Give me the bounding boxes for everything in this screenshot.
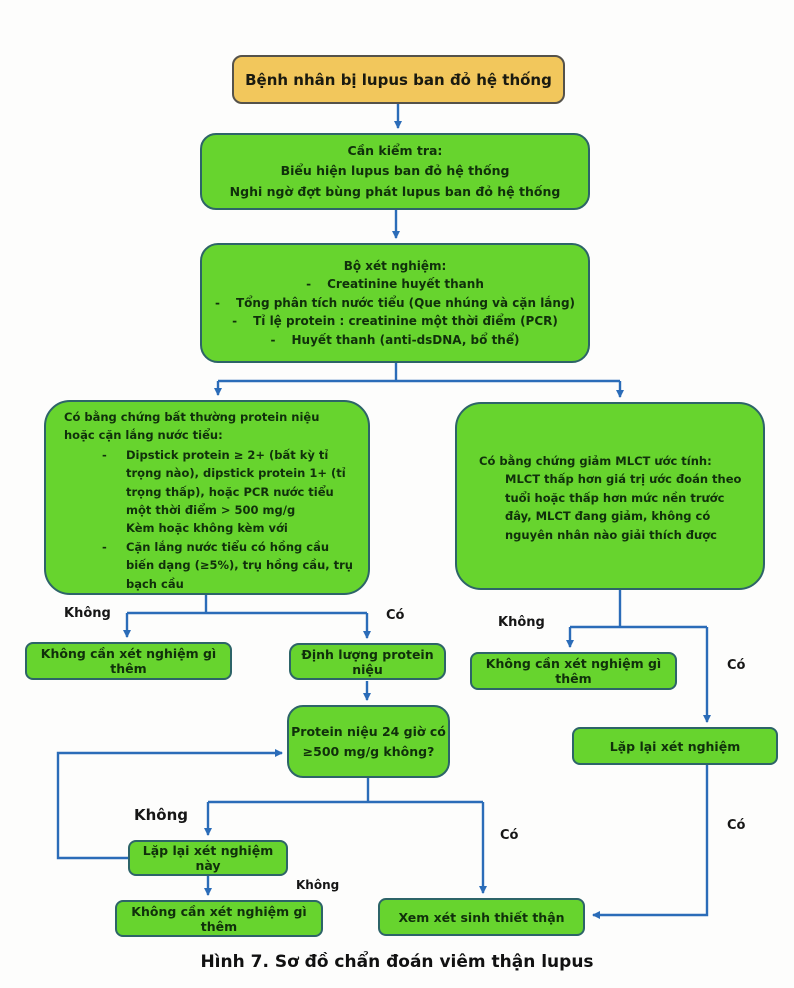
node-repeat-test: Lặp lại xét nghiệm <box>572 727 778 765</box>
urine-evidence-item: - Dipstick protein ≥ 2+ (bất kỳ tỉ trọng nào), dipstick protein 1+ (tỉ trọng thấp), hoặc PCR nước tiểu một thời điểm > 500 mg/g <box>102 446 354 520</box>
node-urine-evidence <box>44 400 370 595</box>
edge-label-repeat-right-yes: Có <box>727 818 746 833</box>
test-panel-item: - Tổng phân tích nước tiểu (Que nhúng và cặn lắng) <box>215 294 575 313</box>
bullet-dash: - <box>270 332 276 347</box>
urine-evidence-item: Kèm hoặc không kèm với <box>102 519 354 537</box>
edge-label-right-yes: Có <box>727 658 746 673</box>
node-test-panel <box>200 243 590 363</box>
node-start <box>232 55 565 104</box>
test-panel-item: - Huyết thanh (anti-dsDNA, bổ thể) <box>271 331 520 350</box>
bullet-dash: - <box>214 295 220 310</box>
node-no-further-tests-right: Không cần xét nghiệm gì thêm <box>470 652 677 690</box>
node-consider-kidney-biopsy: Xem xét sinh thiết thận <box>378 898 585 936</box>
urine-evidence-item: - Cặn lắng nước tiểu có hồng cầu biến dạng (≥5%), trụ hồng cầu, trụ bạch cầu <box>102 538 354 593</box>
bullet-dash: - <box>102 539 107 554</box>
check-line: Biểu hiện lupus ban đỏ hệ thống <box>280 163 510 179</box>
gfr-evidence-body: MLCT thấp hơn giá trị ước đoán theo tuổi hoặc thấp hơn mức nền trước đây, MLCT đang giảm, không có nguyên nhân nào giải thích được <box>505 472 742 542</box>
edge-label-protein24-yes: Có <box>500 828 519 843</box>
node-check-required <box>200 133 590 210</box>
node-start-label: Bệnh nhân bị lupus ban đỏ hệ thống <box>245 70 552 89</box>
edge-label-left-yes: Có <box>386 608 405 623</box>
node-no-further-tests-bottom: Không cần xét nghiệm gì thêm <box>115 900 323 937</box>
bullet-dash <box>102 519 126 537</box>
edge-label-right-no: Không <box>498 615 545 630</box>
urine-evidence-list <box>64 446 354 593</box>
urine-evidence-intro: Có bằng chứng bất thường protein niệu hoặc cặn lắng nước tiểu: <box>64 410 320 443</box>
node-proteinuria-24h-question: Protein niệu 24 giờ có ≥500 mg/g không? <box>287 705 450 778</box>
gfr-evidence-intro: Có bằng chứng giảm MLCT ước tính: <box>479 454 712 469</box>
node-quantify-proteinuria: Định lượng protein niệu <box>289 643 446 680</box>
test-panel-item: - Creatinine huyết thanh <box>306 275 484 294</box>
bullet-dash: - <box>306 277 312 292</box>
bullet-dash: - <box>232 314 238 329</box>
edge-label-repeat-this-no: Không <box>296 878 340 892</box>
check-line: Nghi ngờ đợt bùng phát lupus ban đỏ hệ thống <box>229 183 561 199</box>
figure-caption: Hình 7. Sơ đồ chẩn đoán viêm thận lupus <box>200 952 594 972</box>
bullet-dash: - <box>102 447 107 462</box>
test-panel-item: - Tỉ lệ protein : creatinine một thời điểm (PCR) <box>232 312 558 331</box>
edge-label-left-no: Không <box>64 606 111 621</box>
node-repeat-this-test: Lặp lại xét nghiệm này <box>128 840 288 876</box>
test-panel-title: Bộ xét nghiệm: <box>343 258 447 273</box>
check-line: Cần kiểm tra: <box>347 143 443 159</box>
edge-label-protein24-no: Không <box>134 806 189 824</box>
node-gfr-evidence <box>455 402 765 590</box>
node-no-further-tests-left: Không cần xét nghiệm gì thêm <box>25 642 232 680</box>
